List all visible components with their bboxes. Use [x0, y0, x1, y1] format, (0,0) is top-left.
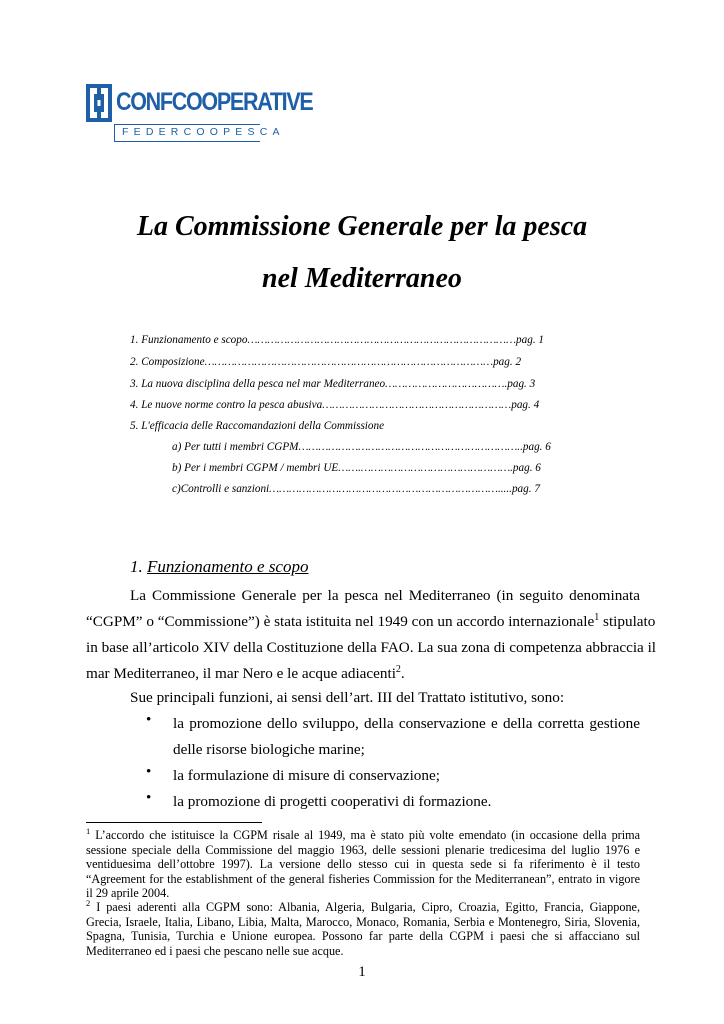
section-title: Funzionamento e scopo [147, 557, 309, 576]
toc-subentry[interactable]: b) Per i membri CGPM / membri UE…….……………………………………….pag. 6 [172, 462, 541, 474]
body-paragraph [86, 583, 657, 687]
page-number: 1 [358, 964, 366, 980]
list-item: la formulazione di misure di conservazione; [173, 767, 440, 784]
paragraph-line: La Commissione Generale per la pesca nel Mediterraneo (in seguito denominata [130, 587, 640, 604]
footnote-line: Spagna, Tunisia, Turchia e Unione europea. Possono far parte della CGPM i paesi che si affacciano sul [86, 929, 640, 943]
paragraph-line: mar Mediterraneo, il mar Nero e le acque adiacenti$^2$. [86, 663, 405, 682]
footnote-2 [86, 897, 640, 958]
footnote-line: il 29 aprile 2004. [86, 886, 170, 900]
bullet-icon: • [146, 763, 152, 780]
footnote-separator [86, 822, 262, 823]
document-title-line1: La Commissione Generale per la pesca [136, 211, 588, 242]
paragraph-line: in base all’articolo XIV della Costituzione della FAO. La sua zona di competenza abbraccia il [86, 639, 657, 656]
toc-entry[interactable]: 2. Composizione……………………………………………………………………………pag. 2 [130, 356, 522, 368]
section-number: 1. [130, 557, 143, 576]
toc-subentry[interactable]: a) Per tutti i membri CGPM…………………………………………………………..pag. 6 [172, 441, 551, 453]
bullet-icon: • [146, 789, 152, 806]
confcooperative-logo [86, 84, 313, 148]
body-paragraph: Sue principali funzioni, ai sensi dell’art. III del Trattato istitutivo, sono: [130, 689, 565, 706]
footnote-line: sessione speciale della Commissione del maggio 1963, delle sessioni plenarie tredicesima del luglio 1976 e [86, 842, 640, 857]
toc-entry[interactable]: 3. La nuova disciplina della pesca nel mar Mediterraneo……………………………….pag. 3 [130, 378, 536, 390]
toc-entry[interactable]: 4. Le nuove norme contro la pesca abusiva…………………………………………………pag. 4 [130, 399, 540, 411]
confcooperative-emblem-icon [86, 84, 112, 122]
footnote-ref[interactable]: 1 [594, 611, 600, 623]
toc-entry[interactable]: 5. L'efficacia delle Raccomandazioni della Commissione [130, 420, 385, 432]
footnote-line: $^1$ L’accordo che istituisce la CGPM risale al 1949, ma è stato più volte emendato (in occasione della prima [86, 825, 640, 842]
list-item: la promozione di progetti cooperativi di formazione. [173, 793, 492, 810]
footnote-line: Mediterraneo ed i paesi che pescano nelle sue acque. [86, 943, 344, 958]
toc-entry[interactable]: 1. Funzionamento e scopo………………………………………………………………………pag. 1 [130, 334, 545, 346]
toc-subentry[interactable]: c)Controlli e sanzioni…………………………………………………………….....pag. 7 [172, 483, 540, 495]
footnote-ref[interactable]: 2 [395, 663, 401, 675]
document-title-line2: nel Mediterraneo [262, 263, 462, 294]
list-item: la promozione dello sviluppo, della conservazione e della corretta gestione delle risorse biologiche marine; [173, 715, 640, 758]
paragraph-line: “CGPM” o “Commissione”) è stata istituita nel 1949 con un accordo internazionale$^1$ stipulato [86, 611, 656, 630]
bullet-icon: • [146, 711, 152, 728]
footnote-line: Grecia, Israele, Italia, Libano, Libia, Malta, Marocco, Monaco, Romania, Serbia e Montenegro, Siria, Slovenia, [86, 914, 640, 929]
footnote-line: “Agreement for the establishment of the general fisheries Commission for the Mediterranean”, entrato in vigore [86, 871, 640, 886]
footnote-line: ventiduesima dell’ottobre 1997). La versione dello stesso cui in questa sede si fa riferimento è il testo [86, 857, 640, 871]
section-heading [130, 557, 308, 577]
footnote-line: $^2$ I paesi aderenti alla CGPM sono: Albania, Algeria, Bulgaria, Cipro, Croazia, Egitto, Francia, Giappone, [86, 897, 640, 914]
footnote-1 [86, 825, 640, 901]
logo-subbrand-text: FEDERCOOPESCA [122, 126, 285, 138]
logo-brand-text: CONFCOOPERATIVE [116, 88, 313, 116]
